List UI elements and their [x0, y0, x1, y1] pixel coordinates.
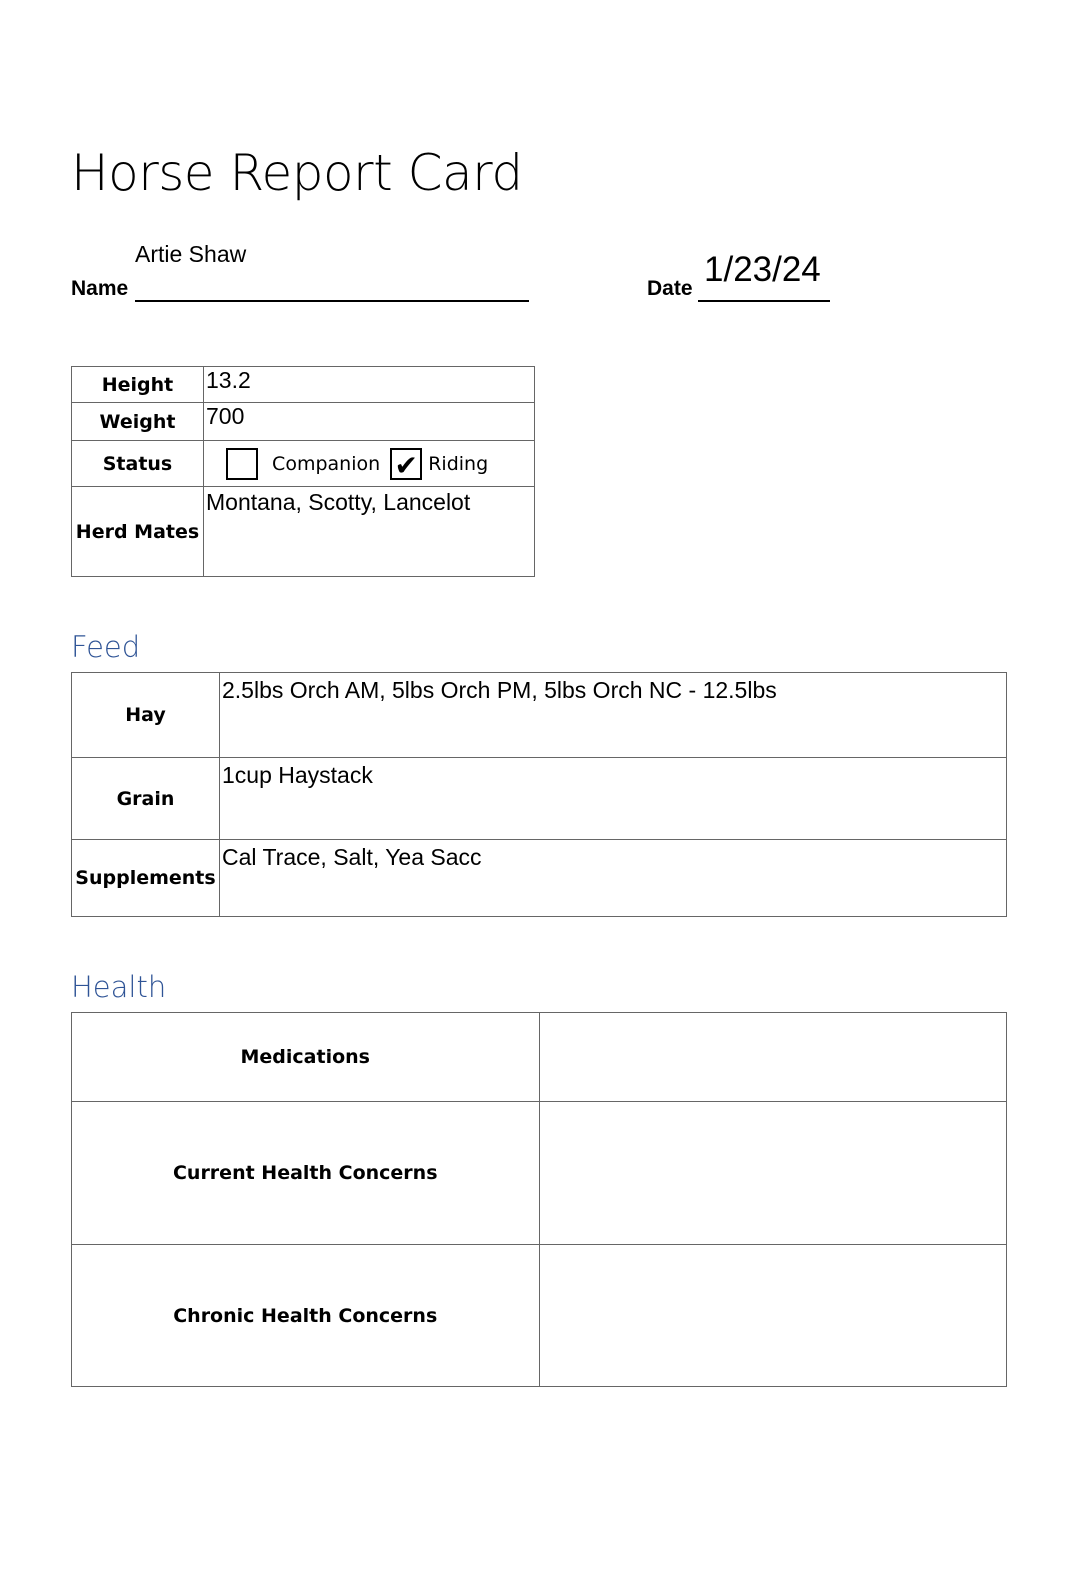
chronic-health-concerns-label: Chronic Health Concerns [72, 1245, 540, 1387]
date-label: Date [647, 277, 693, 300]
checkmark-icon: ✔ [394, 448, 418, 482]
supplements-label: Supplements [72, 840, 220, 917]
status-label: Status [72, 441, 204, 487]
date-value[interactable]: 1/23/24 [704, 250, 821, 289]
chronic-health-concerns-value[interactable] [539, 1245, 1007, 1387]
horse-info-table [71, 366, 535, 577]
name-label: Name [71, 277, 129, 300]
medications-value[interactable] [539, 1013, 1007, 1102]
weight-label: Weight [72, 403, 204, 441]
height-value[interactable]: 13.2 [204, 367, 535, 403]
name-value[interactable]: Artie Shaw [135, 241, 247, 267]
supplements-value[interactable]: Cal Trace, Salt, Yea Sacc [220, 840, 1007, 917]
name-underline [135, 300, 529, 302]
hay-value[interactable]: 2.5lbs Orch AM, 5lbs Orch PM, 5lbs Orch NC - 12.5lbs [220, 673, 1007, 758]
date-underline [698, 300, 830, 302]
companion-label: Companion [272, 452, 381, 475]
current-health-concerns-value[interactable] [539, 1102, 1007, 1245]
weight-value[interactable]: 700 [204, 403, 535, 441]
medications-label: Medications [72, 1013, 540, 1102]
herd-mates-label: Herd Mates [72, 487, 204, 577]
grain-value[interactable]: 1cup Haystack [220, 758, 1007, 840]
herd-mates-value[interactable]: Montana, Scotty, Lancelot [204, 487, 535, 577]
page-title: Horse Report Card [71, 144, 523, 202]
grain-label: Grain [72, 758, 220, 840]
status-options [204, 441, 535, 487]
health-heading: Health [71, 970, 167, 1004]
height-label: Height [72, 367, 204, 403]
feed-table [71, 672, 1007, 917]
health-table [71, 1012, 1007, 1387]
current-health-concerns-label: Current Health Concerns [72, 1102, 540, 1245]
companion-checkbox[interactable] [226, 448, 258, 480]
riding-checkbox[interactable] [390, 448, 422, 480]
hay-label: Hay [72, 673, 220, 758]
feed-heading: Feed [71, 630, 141, 664]
riding-label: Riding [428, 452, 489, 475]
